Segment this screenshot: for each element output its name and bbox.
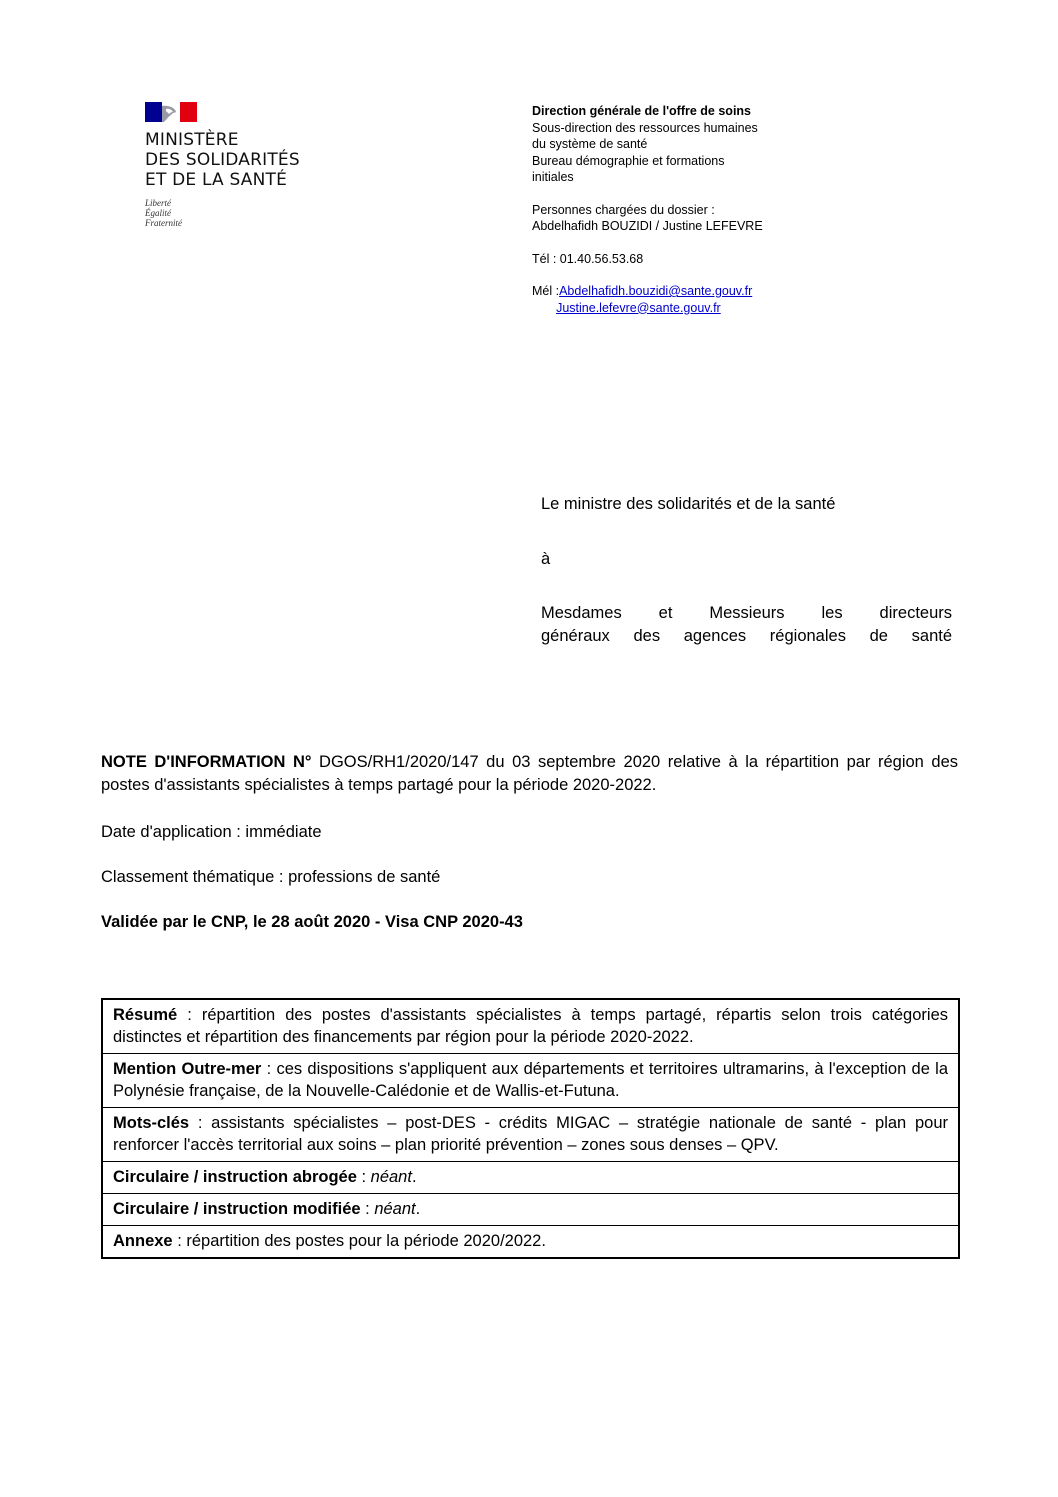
row-text: : répartition des postes d'assistants spécialistes à temps partagé, répartis selon trois catégories distinctes et répartition des financements par région pour la période 2020-2022.	[113, 1006, 948, 1046]
recipient-prefix: à	[541, 550, 551, 568]
sender-block	[532, 103, 763, 316]
row-label: Résumé	[113, 1006, 178, 1024]
ministry-logo	[145, 102, 300, 228]
note-text: DGOS/RH1/2020/147 du 03 septembre 2020 relative à la répartition par région des postes d'assistants spécialistes à temps partagé pour la période 2020-2022.	[101, 753, 958, 794]
summary-row-keywords	[103, 1107, 958, 1161]
contacts-names: Abdelhafidh BOUZIDI / Justine LEFEVRE	[532, 219, 763, 233]
row-label: Mots-clés	[113, 1114, 190, 1132]
row-text: : ces dispositions s'appliquent aux départements et territoires ultramarins, à l'exception de la Polynésie française, de la Nouvelle-Calédonie et de Wallis-et-Futuna.	[113, 1060, 949, 1100]
row-label: Circulaire / instruction abrogée	[113, 1168, 357, 1186]
ministry-name	[145, 130, 300, 190]
sender-subdirection: Sous-direction des ressources humaines	[532, 120, 758, 135]
recipient-line: Mesdames et Messieurs les directeurs	[541, 604, 952, 622]
summary-table	[101, 998, 960, 1259]
note-title	[101, 751, 958, 797]
sender-bureau: Bureau démographie et formations	[532, 153, 725, 168]
sender-subdirection: du système de santé	[532, 137, 648, 151]
email-link[interactable]: Abdelhafidh.bouzidi@sante.gouv.fr	[559, 284, 753, 298]
sender-direction: Direction générale de l'offre de soins	[532, 104, 752, 118]
recipient-line: généraux des agences régionales de santé	[541, 627, 952, 645]
row-end: .	[411, 1168, 417, 1186]
application-date: Date d'application : immédiate	[101, 823, 322, 841]
row-value: néant	[370, 1168, 412, 1186]
summary-row-outremer	[103, 1053, 958, 1107]
motto-line: Fraternité	[145, 218, 182, 228]
summary-row-resume	[103, 1000, 958, 1053]
note-label: NOTE D'INFORMATION N°	[101, 753, 312, 771]
row-text: : assistants spécialistes – post-DES - crédits MIGAC – stratégie nationale de santé - plan pour renforcer l'accès territorial aux soins – plan priorité prévention – zones sous denses – QPV.	[113, 1114, 948, 1154]
validation-line: Validée par le CNP, le 28 août 2020 - Visa CNP 2020-43	[101, 913, 523, 931]
sender-phone: Tél : 01.40.56.53.68	[532, 251, 644, 266]
row-end: .	[415, 1200, 421, 1218]
recipient-block	[541, 493, 952, 648]
sender-mail	[532, 283, 763, 316]
summary-row-abrogated	[103, 1161, 958, 1193]
mail-label: Mél :	[532, 284, 560, 298]
summary-row-modified	[103, 1193, 958, 1225]
row-value: néant	[374, 1200, 416, 1218]
thematic-classification: Classement thématique : professions de santé	[101, 868, 441, 886]
sender-bureau: initiales	[532, 170, 574, 184]
summary-row-annex	[103, 1225, 958, 1257]
motto-line: Égalité	[145, 208, 171, 218]
republic-motto	[145, 198, 300, 228]
marianne-flag-icon	[145, 102, 197, 122]
motto-line: Liberté	[145, 198, 171, 208]
issuer: Le ministre des solidarités et de la santé	[541, 495, 836, 513]
ministry-name-line: ET DE LA SANTÉ	[145, 170, 288, 190]
ministry-name-line: DES SOLIDARITÉS	[145, 150, 300, 170]
row-label: Mention Outre-mer	[113, 1060, 262, 1078]
contacts-label: Personnes chargées du dossier :	[532, 202, 715, 217]
email-link[interactable]: Justine.lefevre@sante.gouv.fr	[556, 300, 721, 315]
row-label: Annexe	[113, 1232, 173, 1250]
row-text: : répartition des postes pour la période 2020/2022.	[172, 1232, 546, 1250]
row-separator: :	[360, 1200, 375, 1218]
ministry-name-line: MINISTÈRE	[145, 130, 239, 150]
row-label: Circulaire / instruction modifiée	[113, 1200, 361, 1218]
row-separator: :	[356, 1168, 371, 1186]
